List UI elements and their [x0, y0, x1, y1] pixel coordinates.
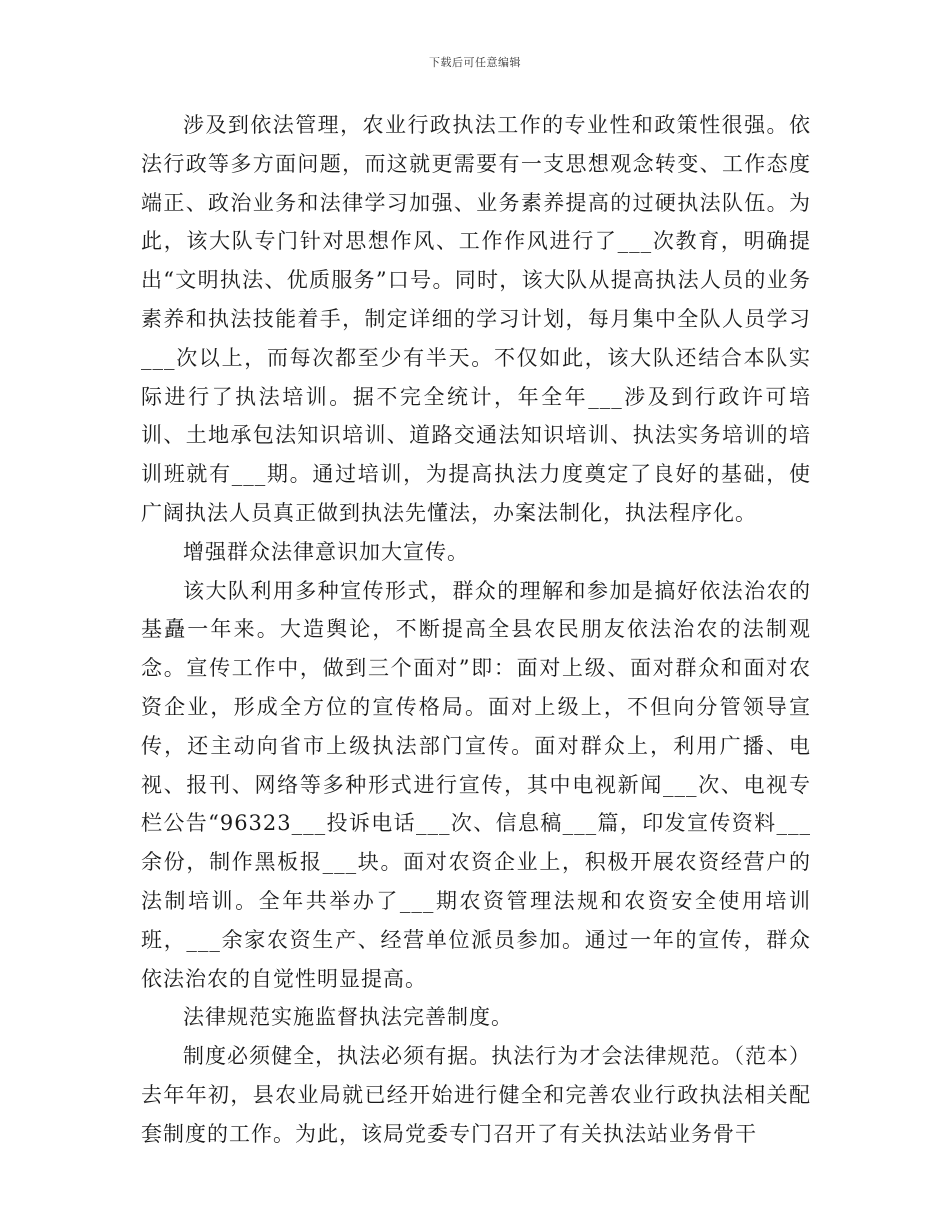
heading-supervision: 法律规范实施监督执法完善制度。 [183, 1005, 513, 1030]
document-body [141, 106, 811, 1154]
heading-publicity: 增强群众法律意识加大宣传。 [183, 539, 469, 564]
paragraph-publicity: 该大队利用多种宣传形式，群众的理解和参加是搞好依法治农的基矗一年来。大造舆论，不断提高全县农民朋友依法治农的法制观念。宣传工作中，做到三个面对”即：面对上级、面对群众和面对农资企业，形成全方位的宣传格局。面对上级上，不但向分管领导宣传，还主动向省市上级执法部门宣传。面对群众上，利用广播、电视、报刊、网络等多种形式进行宣传，其中电视新闻___次、电视专栏公告“96323___投诉电话___次、信息稿___篇，印发宣传资料___余份，制作黑板报___块。面对农资企业上，积极开展农资经营户的法制培训。全年共举办了___期农资管理法规和农资安全使用培训班，___余家农资生产、经营单位派员参加。通过一年的宣传，群众依法治农的自觉性明显提高。 [141, 578, 811, 991]
page-header-note: 下载后可任意编辑 [429, 56, 521, 69]
paragraph-law-enforcement-training: 涉及到依法管理，农业行政执法工作的专业性和政策性很强。依法行政等多方面问题，而这就更需要有一支思想观念转变、工作态度端正、政治业务和法律学习加强、业务素养提高的过硬执法队伍。为此，该大队专门针对思想作风、工作作风进行了___次教育，明确提出“文明执法、优质服务”口号。同时，该大队从提高执法人员的业务素养和执法技能着手，制定详细的学习计划，每月集中全队人员学习___次以上，而每次都至少有半天。不仅如此，该大队还结合本队实际进行了执法培训。据不完全统计，年全年___涉及到行政许可培训、土地承包法知识培训、道路交通法知识培训、执法实务培训的培训班就有___期。通过培训，为提高执法力度奠定了良好的基础，使广阔执法人员真正做到执法先懂法，办案法制化，执法程序化。 [141, 113, 811, 525]
paragraph-system: 制度必须健全，执法必须有据。执法行为才会法律规范。（范本）去年年初，县农业局就已经开始进行健全和完善农业行政执法相关配套制度的工作。为此，该局党委专门召开了有关执法站业务骨干 [141, 1044, 811, 1146]
